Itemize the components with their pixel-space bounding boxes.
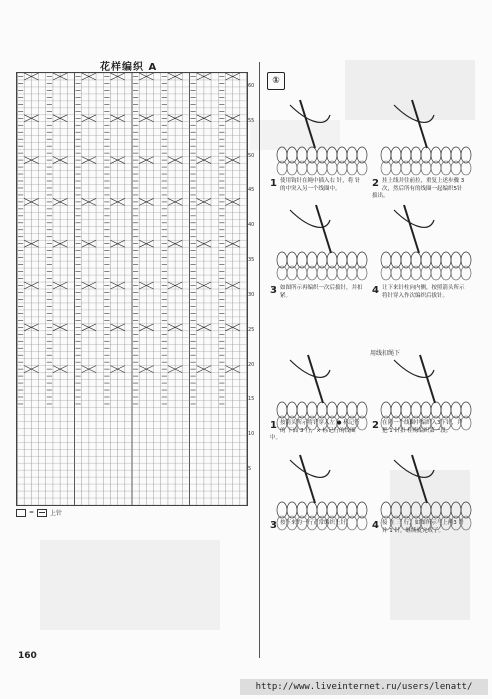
step-number: 3 [270, 285, 277, 296]
step-number: 1 [270, 420, 277, 431]
step-number: 3 [270, 520, 277, 531]
step-text: 如图所示再编织一次后拔针，并扣紧。 [279, 285, 363, 299]
step-number: 1 [270, 178, 277, 189]
stitch-illustration [277, 100, 367, 175]
step-3 [270, 285, 364, 300]
row-number: 55 [248, 117, 255, 124]
legend-equals: = [29, 509, 35, 516]
row-number: 40 [248, 222, 255, 229]
row-number: 60 [248, 82, 255, 89]
row-number: 25 [248, 326, 255, 333]
legend-purl-cell-icon [37, 509, 47, 517]
row-number: 45 [248, 187, 255, 194]
step-number: 2 [372, 178, 379, 189]
step-text: 按箭头所示将针穿入左 ● 标记行的 下面 3 行，× 标记行的线圈中。 [270, 420, 360, 441]
stitch-illustration [381, 355, 471, 430]
column-divider [259, 62, 260, 658]
chart-legend [16, 508, 62, 517]
step-number: 4 [372, 520, 379, 531]
stitch-illustration [381, 100, 471, 175]
row-number: 50 [248, 152, 255, 159]
row-number: 35 [248, 257, 255, 264]
stitch-illustration [277, 205, 367, 280]
row-number: 20 [248, 361, 255, 368]
illustration-label: 用线扣绳下 [370, 350, 401, 357]
source-watermark: http://www.liveinternet.ru/users/lenatt/ [240, 679, 488, 695]
stitch-illustration [277, 355, 367, 430]
stitch-illustration [381, 455, 471, 530]
knitting-chart [16, 72, 248, 506]
step-2 [372, 178, 466, 201]
step-text: 按下来的一行正常编织上针。 [279, 520, 352, 526]
step-number: 2 [372, 420, 379, 431]
stitch-illustrations [262, 80, 482, 550]
chart-grid [17, 73, 247, 505]
step-number: 4 [372, 285, 379, 296]
step-5 [270, 420, 364, 443]
row-number: 5 [248, 466, 252, 473]
row-number: 30 [248, 291, 255, 298]
row-number: 15 [248, 396, 255, 403]
step-8 [372, 520, 466, 535]
step-text: 使用钩针在绳中插入右 针，将 针的中突入另一个线圈中。 [279, 178, 361, 192]
section-badge: ① [267, 72, 285, 90]
step-7 [270, 520, 364, 531]
step-text: 接 在 三 行，如图所示与上两3 针并 1 针，继续就完成了。 [381, 520, 464, 534]
step-1 [270, 178, 364, 193]
page-number: 160 [18, 651, 37, 661]
stitch-illustration [381, 205, 471, 280]
step-6 [372, 420, 466, 435]
row-number: 10 [248, 431, 255, 438]
step-text: 在同一个线圈中编织入3下针，并把 1 针扣 桂梅编织第一段。 [381, 420, 463, 434]
stitch-illustration [277, 455, 367, 530]
chart-title: 花样编织 A [100, 62, 158, 73]
legend-text: 上针 [50, 510, 63, 517]
step-text: 让下来针柱向内侧，按照箭头所示将针穿入作次编织后拔针。 [381, 285, 465, 299]
step-text: 挂上线并往前拉，重复上述步骤 3 次，然后所有的线圈一起编织5针拔出。 [372, 178, 465, 199]
legend-blank-cell-icon [16, 509, 26, 517]
step-4 [372, 285, 466, 300]
